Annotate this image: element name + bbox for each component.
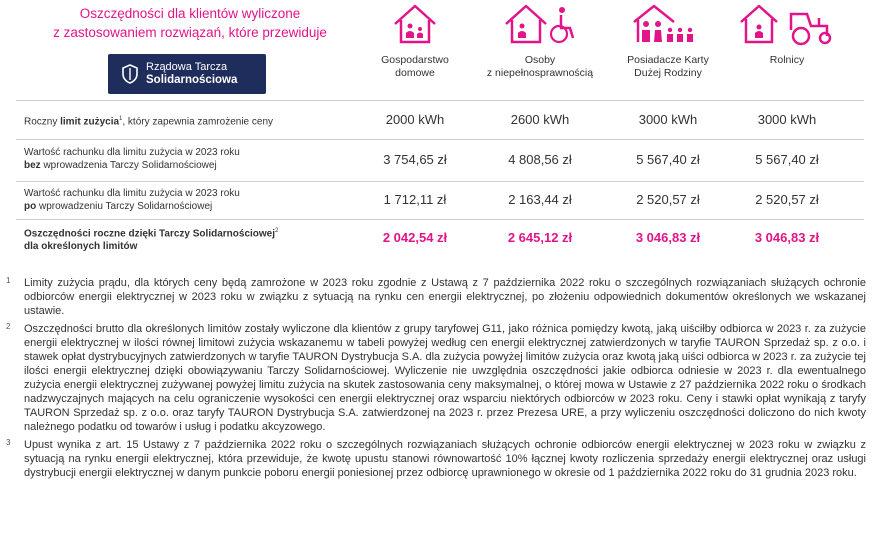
row-label: Wartość rachunku dla limitu zużycia w 2023 roku bez wprowadzenia Tarczy Solidarnościowej [24, 147, 240, 171]
house-icon [391, 0, 439, 48]
column-label-3b: Dużej Rodziny [634, 67, 702, 79]
column-header-household [350, 0, 480, 80]
family-icon [628, 0, 708, 48]
footnote: 1 Limity zużycia prądu, dla których ceny będą zamrożone w 2023 roku zgodnie z Ustawą z 7 października 2022 roku o szczególnych rozwiązaniach służących ochronie odbiorców energii elektrycznej w 2023 roku w związku z sytuacją na rynku cen energii elektrycznej, po złożeniu odpowiednich dokumentów określonych we wskazanej ustawie. [6, 276, 866, 317]
footnotes [6, 276, 866, 484]
column-label-2b: z niepełnosprawnością [486, 67, 594, 79]
row-value: 2 520,57 zł [755, 192, 819, 207]
logo-line-1: Rządowa Tarcza [146, 61, 228, 73]
tractor-icon [739, 0, 835, 48]
column-header-disabled [475, 0, 605, 80]
row-value: 2 163,44 zł [508, 192, 572, 207]
column-label-4a: Rolnicy [769, 54, 805, 66]
table-row [16, 140, 864, 180]
row-label: Roczny limit zużycia$^1$, który zapewnia zamrożenie ceny [24, 116, 273, 128]
column-label-2a: Osoby [524, 54, 556, 66]
page-title [40, 4, 340, 42]
row-value: 2000 kWh [385, 112, 445, 127]
column-label-1b: domowe [395, 67, 435, 79]
table-row [16, 182, 864, 218]
row-value: 5 567,40 zł [636, 152, 700, 167]
savings-value: 3 046,83 zł [635, 230, 701, 245]
footnote: 3 Upust wynika z art. 15 Ustawy z 7 października 2022 roku o szczególnych rozwiązaniach służących ochronie odbiorców energii elektrycznej w 2023 roku w związku z sytuacją na rynku energii elektrycznej, która przewiduje, że kwotę upustu stanowi równowartość 10% łącznej kwoty rozliczenia sprzedaży energii elektrycznej oraz usługi dystrybucji energii elektrycznej w danym punkcie poboru energii poniesionej przez odbiorcę uprawnionego w okresie od 1 października 2022 roku do 31 grudnia 2023 roku. [6, 438, 866, 479]
row-value: 3000 kWh [757, 112, 817, 127]
savings-value: 2 645,12 zł [507, 230, 573, 245]
column-label-3a: Posiadacze Karty [627, 54, 709, 66]
column-header-large-family [603, 0, 733, 80]
row-value: 2600 kWh [510, 112, 570, 127]
row-label: Wartość rachunku dla limitu zużycia w 2023 roku po wprowadzeniu Tarczy Solidarnościowej [24, 188, 240, 212]
logo-line-2: Solidarnościowa [146, 74, 238, 86]
shield-icon [122, 64, 138, 84]
wheelchair-icon [504, 0, 576, 48]
row-value: 4 808,56 zł [508, 152, 572, 167]
column-header-farmers [722, 0, 852, 67]
savings-value: 3 046,83 zł [754, 230, 820, 245]
row-value: 1 712,11 zł [383, 192, 447, 207]
row-value: 3000 kWh [638, 112, 698, 127]
title-line-2: z zastosowaniem rozwiązań, które przewiduje [53, 25, 327, 40]
row-value: 3 754,65 zł [383, 152, 447, 167]
column-label-1a: Gospodarstwo [381, 54, 449, 66]
table-row-savings [16, 220, 864, 256]
title-line-1: Oszczędności dla klientów wyliczone [79, 6, 301, 21]
tarcza-logo [108, 54, 266, 94]
row-label: Oszczędności roczne dzięki Tarczy Solidarnościowej$^2$ dla określonych limitów [24, 228, 279, 252]
row-value: 2 520,57 zł [636, 192, 700, 207]
savings-value: 2 042,54 zł [382, 230, 448, 245]
footnote: 2 Oszczędności brutto dla określonych limitów zostały wyliczone dla klientów z grupy taryfowej G11, jako różnica pomiędzy kwotą, jaką uiściłby odbiorca w 2023 r. za zużycie energii elektrycznej w ilości równej limitowi zużycia wskazanemu w tabeli powyżej według cen energii elektrycznej zatwierdzonych w taryfie TAURON Sprzedaż sp. z o.o. i stawek opłat dystrybucyjnych zatwierdzonych w taryfie TAURON Dystrybucja S.A. dla zużycia powyżej limitów zużycia oraz kwotą jaką uiści odbiorca w 2023 r. za zużycie tej ilości energii elektrycznej dzięki obowiązywaniu Tarczy Solidarnościowej. Wyliczenie nie uwzględnia oszczędności jakie odbiorca odniesie w 2023 r. dla ewentualnego zużycia energii elektrycznej zużywanej powyżej limitu zużycia na skutek zastosowania ceny maksymalnej, o której mowa w Ustawie z 27 października 2022 roku o środkach nadzwyczajnych mających na celu ograniczenie wysokości cen energii elektrycznej oraz wsparciu niektórych odbiorców w 2023 roku. Ceny i stawki opłat wynikają z taryfy TAURON Sprzedaż sp. z o.o. oraz taryfy TAURON Dystrybucja S.A. zatwierdzonej na 2023 r. przez Prezesa URE, a przy wyliczeniu oszczędności doliczono do nich kwoty należnego podatku od towarów i usług i podatku akcyzowego. [6, 322, 866, 433]
row-value: 5 567,40 zł [755, 152, 819, 167]
table-row [16, 101, 864, 139]
